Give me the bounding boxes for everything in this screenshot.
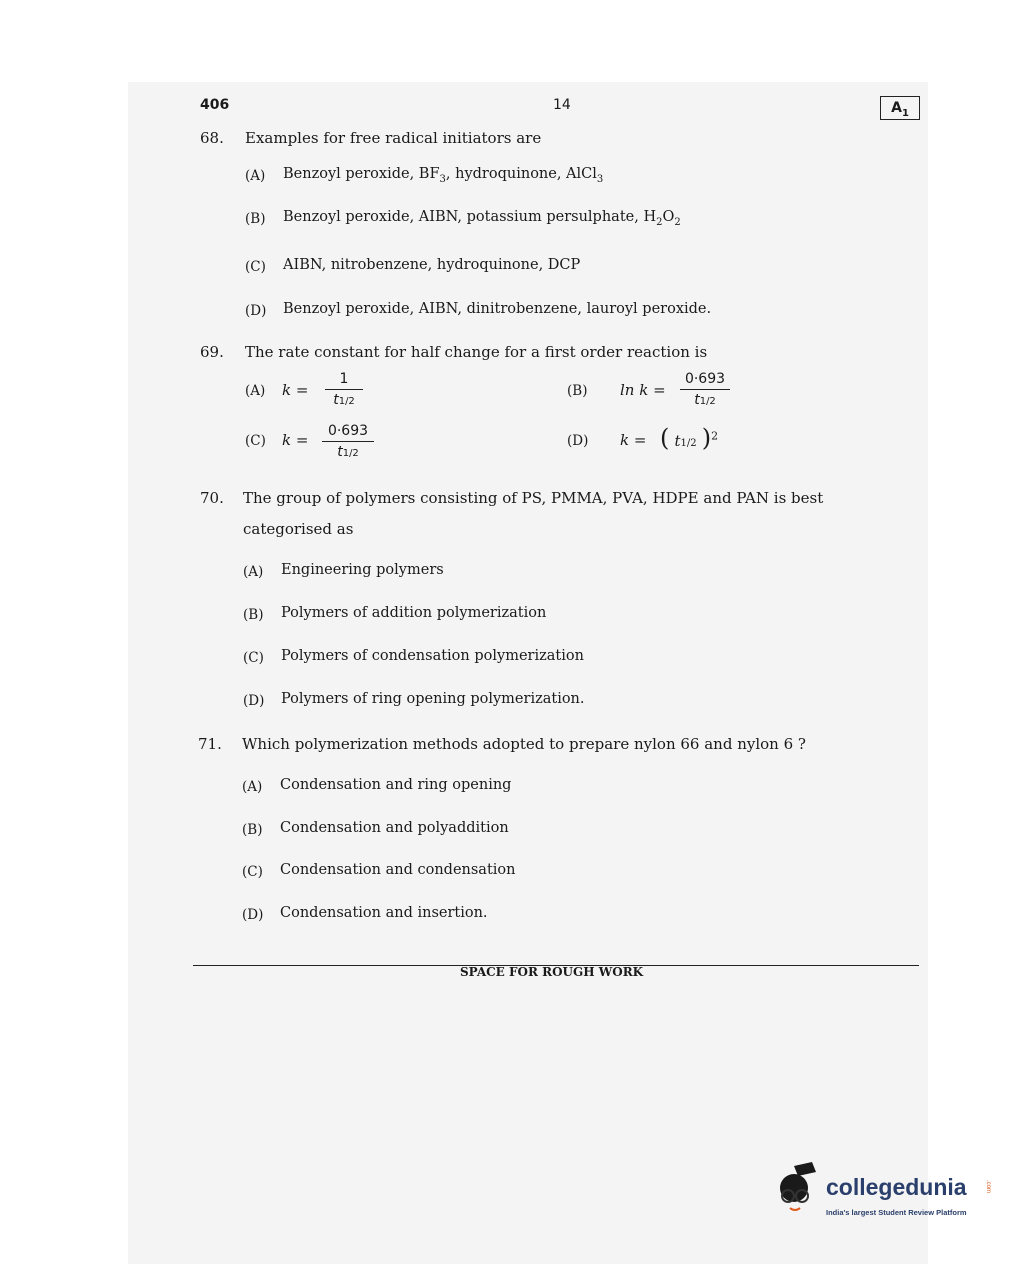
paper-code: 406 — [200, 97, 230, 113]
q68-option-a-text: Benzoyl peroxide, $BF_3$, hydroquinone, AlCl$_3$ — [283, 166, 604, 185]
q68-option-d-text: Benzoyl peroxide, AIBN, dinitrobenzene, lauroyl peroxide. — [283, 301, 712, 317]
q71-option-c-label: (C) — [242, 864, 263, 880]
q69-option-b-label: (B) — [567, 383, 588, 399]
q71-option-d-label: (D) — [242, 907, 264, 923]
q70-option-a-label: (A) — [243, 564, 264, 580]
question-71-number: 71. — [198, 735, 222, 753]
question-70-text-line2: categorised as — [243, 520, 354, 538]
q68-option-a-label: (A) — [245, 168, 266, 184]
collegedunia-domain: .com — [985, 1180, 991, 1194]
q69-option-b-lhs: ln k = — [620, 381, 666, 399]
q69-option-c-lhs: k = — [282, 431, 309, 449]
q69-option-a-label: (A) — [245, 383, 266, 399]
q70-option-a-text: Engineering polymers — [281, 562, 444, 578]
question-68-text: Examples for free radical initiators are — [245, 129, 542, 147]
q68-option-b-label: (B) — [245, 211, 266, 227]
q69-option-a-lhs: k = — [282, 381, 309, 399]
q71-option-b-text: Condensation and polyaddition — [280, 820, 509, 836]
question-70-number: 70. — [200, 489, 224, 507]
q69-option-a-fraction: 1 t1/2 — [325, 371, 363, 408]
q70-option-b-text: Polymers of addition polymerization — [281, 605, 547, 621]
q69-option-c-label: (C) — [245, 433, 266, 449]
q68-option-c-text: AIBN, nitrobenzene, hydroquinone, DCP — [283, 257, 581, 273]
q70-option-d-label: (D) — [243, 693, 265, 709]
booklet-code-box: $A_1$ — [880, 96, 920, 120]
q71-option-d-text: Condensation and insertion. — [280, 905, 488, 921]
collegedunia-tagline: India's largest Student Review Platform — [826, 1208, 967, 1217]
q70-option-c-text: Polymers of condensation polymerization — [281, 648, 584, 664]
q71-option-a-label: (A) — [242, 779, 263, 795]
q70-option-c-label: (C) — [243, 650, 264, 666]
q69-option-c-fraction: 0·693 t1/2 — [322, 423, 374, 460]
q69-option-d-power-expression: ( t1/2 )$^2$ — [660, 424, 719, 452]
rough-work-label: SPACE FOR ROUGH WORK — [460, 965, 644, 979]
q71-option-c-text: Condensation and condensation — [280, 862, 516, 878]
question-71-text: Which polymerization methods adopted to prepare nylon 66 and nylon 6 ? — [242, 735, 806, 753]
q69-option-d-lhs: k = — [620, 431, 647, 449]
question-69-text: The rate constant for half change for a first order reaction is — [245, 343, 708, 361]
q71-option-a-text: Condensation and ring opening — [280, 777, 512, 793]
q69-option-b-fraction: 0·693 t1/2 — [680, 371, 730, 408]
q68-option-b-text: Benzoyl peroxide, AIBN, potassium persulphate, $H_2O_2$ — [283, 209, 681, 228]
page-number: 14 — [553, 97, 571, 113]
q68-option-d-label: (D) — [245, 303, 267, 319]
q70-option-b-label: (B) — [243, 607, 264, 623]
question-69-number: 69. — [200, 343, 224, 361]
collegedunia-wordmark: collegedunia — [826, 1174, 967, 1200]
question-68-number: 68. — [200, 129, 224, 147]
q68-option-c-label: (C) — [245, 259, 266, 275]
q69-option-d-label: (D) — [567, 433, 589, 449]
q71-option-b-label: (B) — [242, 822, 263, 838]
q70-option-d-text: Polymers of ring opening polymerization. — [281, 691, 585, 707]
question-70-text: The group of polymers consisting of PS, PMMA, PVA, HDPE and PAN is best — [243, 489, 824, 507]
